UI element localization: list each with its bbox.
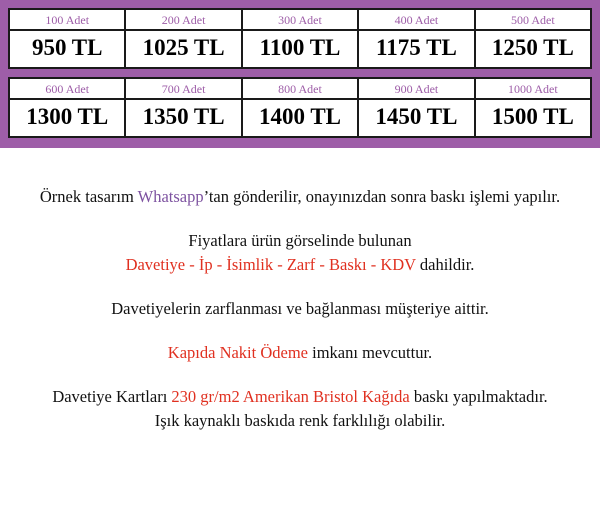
price-table-row bbox=[8, 8, 592, 69]
quantity-label: 400 Adet bbox=[359, 10, 473, 31]
price-value: 1300 TL bbox=[26, 104, 109, 129]
quantity-label: 100 Adet bbox=[10, 10, 124, 31]
price-value: 1250 TL bbox=[491, 35, 574, 60]
info-line-whatsapp bbox=[10, 186, 590, 208]
price-cell bbox=[126, 10, 242, 67]
price-cell bbox=[126, 79, 242, 136]
info-line-envelope-note: Davetiyelerin zarflanması ve bağlanması müşteriye aittir. bbox=[111, 299, 489, 318]
price-cell bbox=[243, 10, 359, 67]
info-line-included-intro: Fiyatlara ürün görselinde bulunan bbox=[188, 231, 412, 250]
price-cell bbox=[10, 10, 126, 67]
price-value: 1500 TL bbox=[491, 104, 574, 129]
included-items-post: dahildir. bbox=[415, 255, 475, 274]
price-value: 1025 TL bbox=[142, 35, 225, 60]
price-value: 950 TL bbox=[31, 35, 103, 60]
quantity-label: 700 Adet bbox=[126, 79, 240, 100]
price-table-panel bbox=[0, 0, 600, 148]
info-line-included-items bbox=[10, 254, 590, 276]
price-table-row bbox=[8, 77, 592, 138]
price-value: 1450 TL bbox=[375, 104, 458, 129]
price-value: 1100 TL bbox=[259, 35, 341, 60]
included-items-highlight: Davetiye - İp - İsimlik - Zarf - Baskı - KDV bbox=[125, 255, 416, 274]
quantity-label: 300 Adet bbox=[243, 10, 357, 31]
cash-payment-post: imkanı mevcuttur. bbox=[308, 343, 433, 362]
quantity-label: 500 Adet bbox=[476, 10, 590, 31]
info-line-whatsapp-post: ’tan gönderilir, onayınızdan sonra baskı işlemi yapılır. bbox=[203, 187, 561, 206]
price-cell bbox=[243, 79, 359, 136]
info-line-color-warning: Işık kaynaklı baskıda renk farklılığı olabilir. bbox=[154, 411, 446, 430]
info-text-block bbox=[0, 148, 600, 432]
price-value: 1400 TL bbox=[259, 104, 342, 129]
quantity-label: 600 Adet bbox=[10, 79, 124, 100]
quantity-label: 900 Adet bbox=[359, 79, 473, 100]
price-cell bbox=[359, 10, 475, 67]
price-value: 1350 TL bbox=[142, 104, 225, 129]
info-line-paper-type bbox=[10, 386, 590, 408]
paper-type-pre: Davetiye Kartları bbox=[52, 387, 172, 406]
quantity-label: 1000 Adet bbox=[476, 79, 590, 100]
info-line-whatsapp-pre: Örnek tasarım bbox=[39, 187, 138, 206]
price-cell bbox=[476, 10, 590, 67]
cash-payment-highlight: Kapıda Nakit Ödeme bbox=[167, 343, 308, 362]
price-cell bbox=[10, 79, 126, 136]
info-line-cash-payment bbox=[10, 342, 590, 364]
price-cell bbox=[476, 79, 590, 136]
price-value: 1175 TL bbox=[376, 35, 457, 60]
quantity-label: 800 Adet bbox=[243, 79, 357, 100]
paper-type-highlight: 230 gr/m2 Amerikan Bristol Kağıda bbox=[171, 387, 410, 406]
whatsapp-highlight: Whatsapp bbox=[137, 187, 204, 206]
price-cell bbox=[359, 79, 475, 136]
quantity-label: 200 Adet bbox=[126, 10, 240, 31]
paper-type-post: baskı yapılmaktadır. bbox=[409, 387, 548, 406]
